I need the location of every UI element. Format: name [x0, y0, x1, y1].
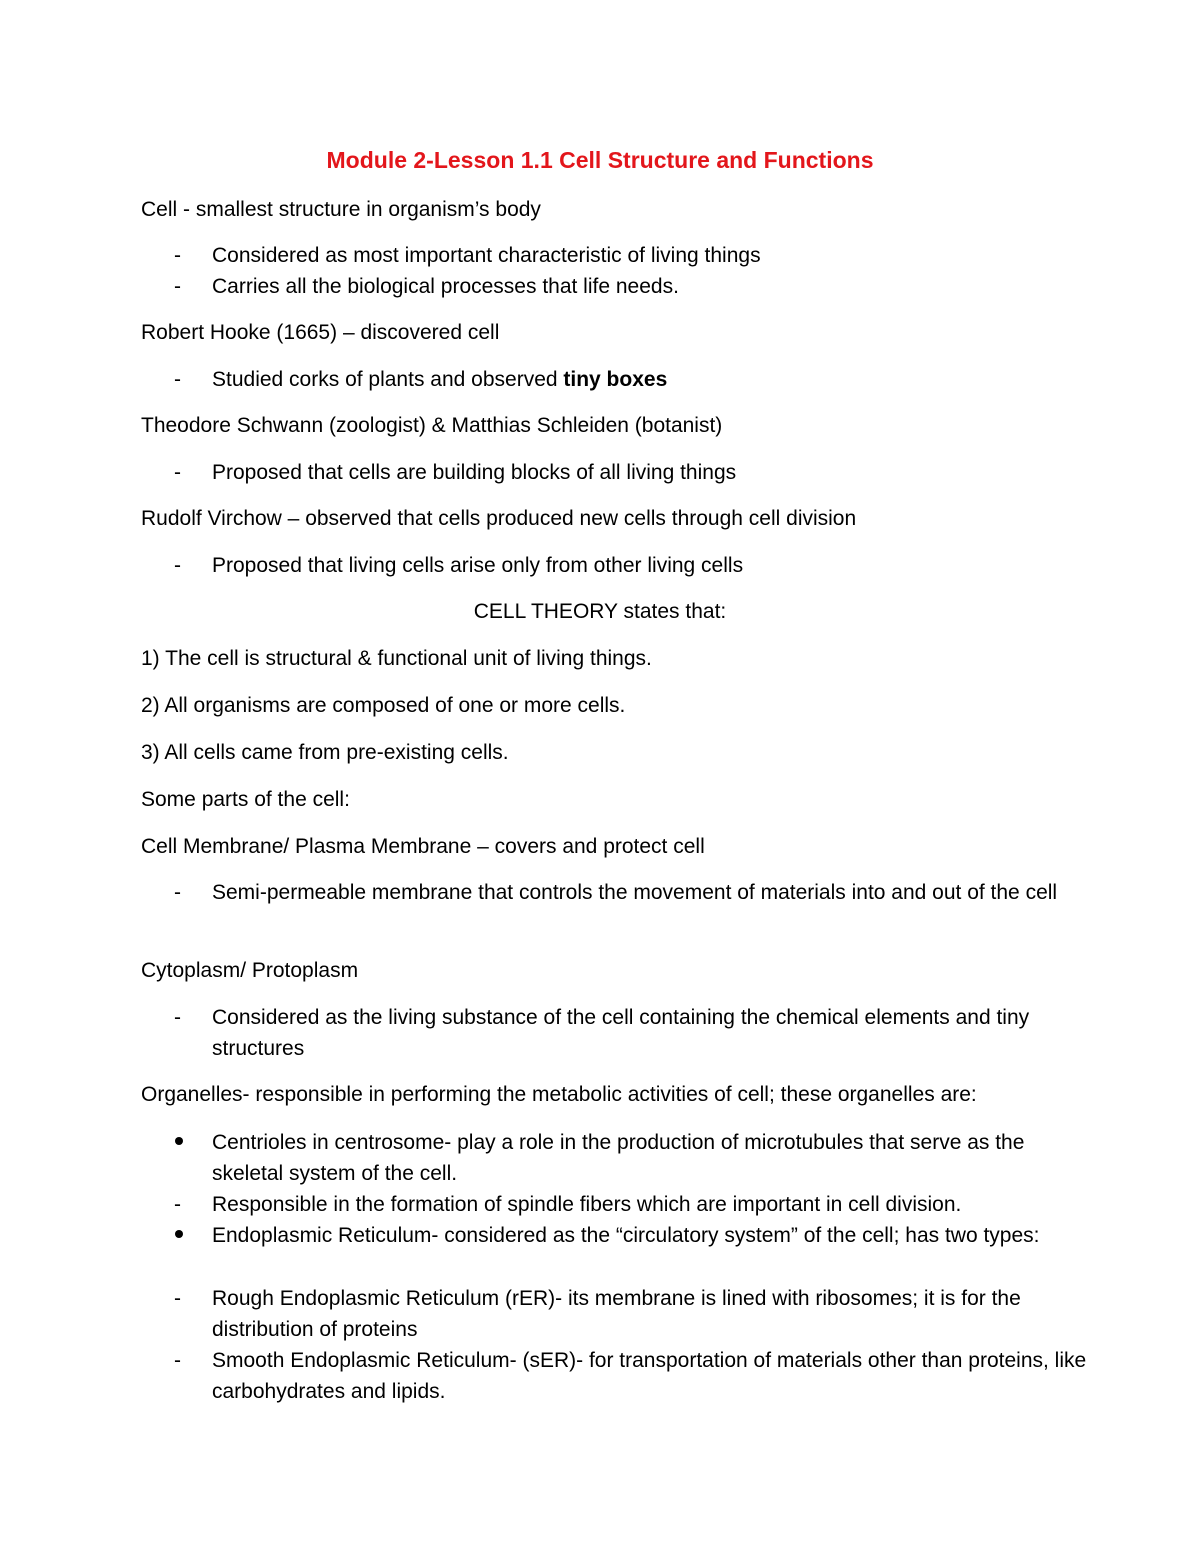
dash-marker: - — [174, 1006, 181, 1029]
cell-theory-statement: 2) All organisms are composed of one or more cells. — [141, 694, 626, 717]
parts-heading: Some parts of the cell: — [141, 788, 350, 811]
list-item: Considered as most important characteristic of living things — [212, 244, 761, 267]
list-item: Semi-permeable membrane that controls the movement of materials into and out of the cell — [212, 881, 1058, 904]
hooke-heading: Robert Hooke (1665) – discovered cell — [141, 321, 500, 344]
cell-theory-statement: 1) The cell is structural & functional unit of living things. — [141, 647, 652, 670]
cytoplasm-heading: Cytoplasm/ Protoplasm — [141, 959, 359, 982]
list-item: Endoplasmic Reticulum- considered as the “circulatory system” of the cell; has two types: — [212, 1224, 1040, 1247]
cell-definition: Cell - smallest structure in organism’s body — [141, 198, 541, 221]
schwann-heading: Theodore Schwann (zoologist) & Matthias Schleiden (botanist) — [141, 414, 723, 437]
list-item — [212, 364, 1092, 395]
list-item: Carries all the biological processes that life needs. — [212, 275, 679, 298]
dash-marker: - — [174, 244, 181, 267]
page-title: Module 2-Lesson 1.1 Cell Structure and Functions — [326, 147, 874, 173]
list-item: Rough Endoplasmic Reticulum (rER)- its membrane is lined with ribosomes; it is for the distribution of proteins — [212, 1287, 1021, 1341]
dash-marker: - — [174, 275, 181, 298]
list-item: Considered as the living substance of the cell containing the chemical elements and tiny structures — [212, 1006, 1030, 1060]
dash-marker: - — [174, 1287, 181, 1310]
dash-marker: - — [174, 461, 181, 484]
bullet-icon — [175, 1230, 183, 1238]
dash-marker: - — [174, 368, 181, 391]
list-item: Responsible in the formation of spindle fibers which are important in cell division. — [212, 1193, 962, 1216]
list-item: Smooth Endoplasmic Reticulum- (sER)- for transportation of materials other than proteins, like carbohydrates and lipids. — [212, 1349, 1087, 1403]
organelles-heading: Organelles- responsible in performing the metabolic activities of cell; these organelles are: — [141, 1083, 977, 1106]
hooke-point-text: Studied corks of plants and observed — [212, 368, 564, 391]
list-item: Proposed that living cells arise only from other living cells — [212, 554, 744, 577]
bullet-icon — [175, 1137, 183, 1145]
dash-marker: - — [174, 1349, 181, 1372]
dash-marker: - — [174, 1193, 181, 1216]
cell-theory-heading: CELL THEORY states that: — [473, 600, 727, 623]
hooke-point-bold: tiny boxes — [563, 368, 668, 391]
cell-theory-statement: 3) All cells came from pre-existing cells. — [141, 741, 509, 764]
dash-marker: - — [174, 881, 181, 904]
membrane-heading: Cell Membrane/ Plasma Membrane – covers and protect cell — [141, 835, 705, 858]
dash-marker: - — [174, 554, 181, 577]
list-item: Proposed that cells are building blocks of all living things — [212, 461, 737, 484]
list-item: Centrioles in centrosome- play a role in the production of microtubules that serve as the skeletal system of the cell. — [212, 1131, 1025, 1185]
virchow-heading: Rudolf Virchow – observed that cells produced new cells through cell division — [141, 507, 857, 530]
